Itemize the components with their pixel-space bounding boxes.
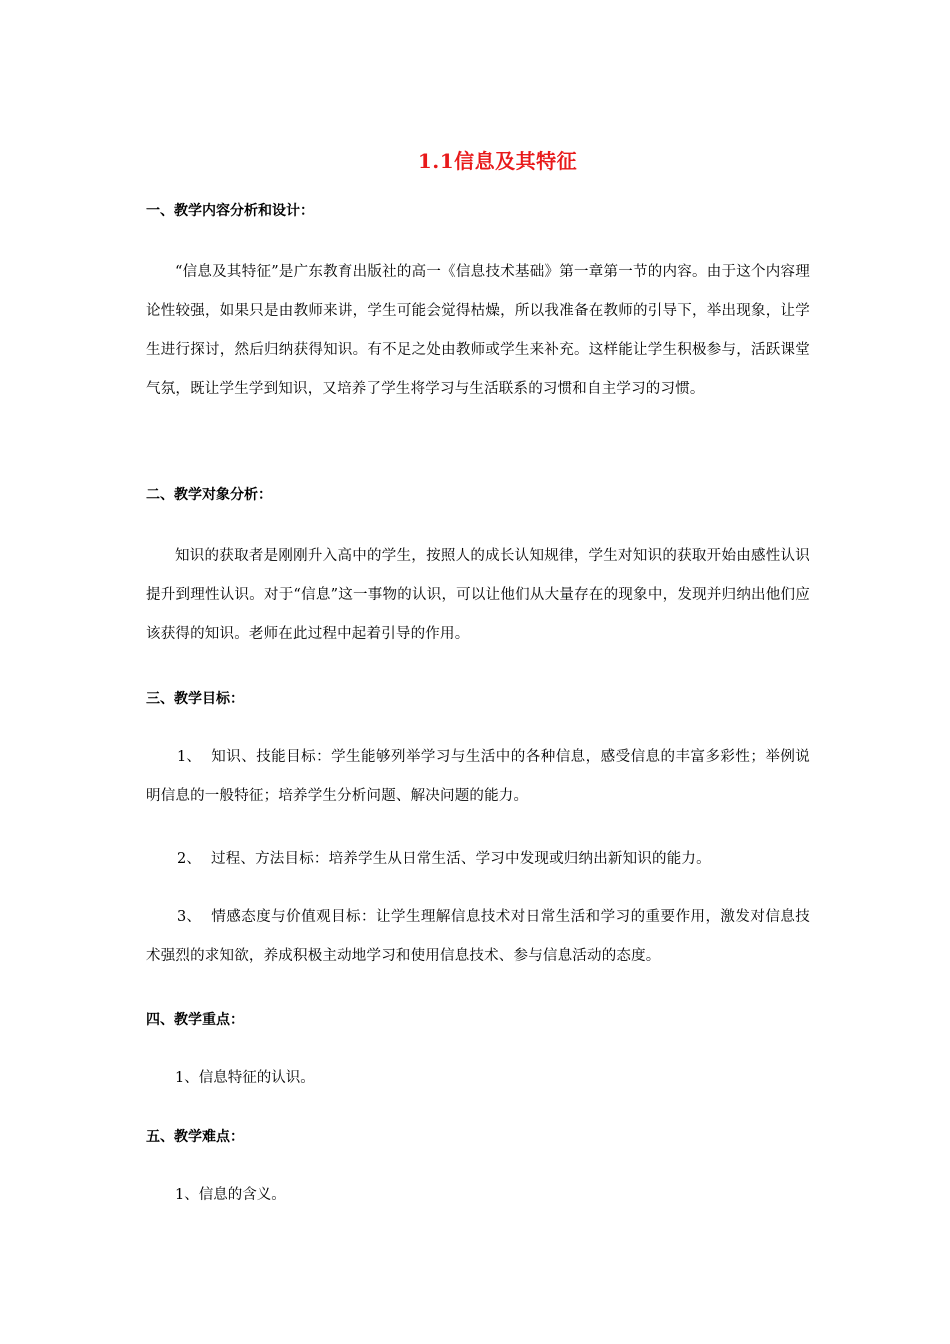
goal-item — [146, 840, 810, 879]
document-title: 1.1信息及其特征 — [417, 149, 578, 173]
key-point-item: 1、信息特征的认识。 — [175, 1070, 315, 1086]
section-paragraph-content-analysis: “信息及其特征”是广东教育出版社的高一《信息技术基础》第一章第一节的内容。由于这个内容理论性较强，如果只是由教师来讲，学生可能会觉得枯燥，所以我准备在教师的引导下，举出现象，让学生进行探讨，然后归纳获得知识。有不足之处由教师或学生来补充。这样能让学生积极参与，活跃课堂气氛，既让学生学到知识，又培养了学生将学习与生活联系的习惯和自主学习的习惯。 — [146, 264, 810, 397]
section-heading-content-analysis: 一、教学内容分析和设计： — [146, 203, 314, 219]
goal-item-text: 知识、技能目标：学生能够列举学习与生活中的各种信息，感受信息的丰富多彩性；举例说明信息的一般特征；培养学生分析问题、解决问题的能力。 — [146, 749, 810, 804]
goal-item-text: 情感态度与价值观目标：让学生理解信息技术对日常生活和学习的重要作用，激发对信息技术强烈的求知欲，养成积极主动地学习和使用信息技术、参与信息活动的态度。 — [146, 909, 810, 964]
goal-item-number: 1、 — [177, 749, 202, 765]
section-heading-difficulties: 五、教学难点： — [146, 1129, 244, 1145]
goal-item-text: 过程、方法目标：培养学生从日常生活、学习中发现或归纳出新知识的能力。 — [211, 851, 711, 867]
section-heading-audience-analysis: 二、教学对象分析： — [146, 487, 272, 503]
goal-item — [146, 738, 810, 816]
section-heading-teaching-goals: 三、教学目标： — [146, 691, 244, 707]
difficulty-item: 1、信息的含义。 — [175, 1187, 286, 1203]
goal-item-number: 2、 — [177, 851, 202, 867]
section-paragraph-audience-analysis: 知识的获取者是刚刚升入高中的学生，按照人的成长认知规律，学生对知识的获取开始由感性认识提升到理性认识。对于“信息”这一事物的认识，可以让他们从大量存在的现象中，发现并归纳出他们应该获得的知识。老师在此过程中起着引导的作用。 — [146, 548, 810, 642]
section-heading-key-points: 四、教学重点： — [146, 1012, 244, 1028]
goal-item-number: 3、 — [177, 909, 202, 925]
goal-item — [146, 898, 810, 976]
